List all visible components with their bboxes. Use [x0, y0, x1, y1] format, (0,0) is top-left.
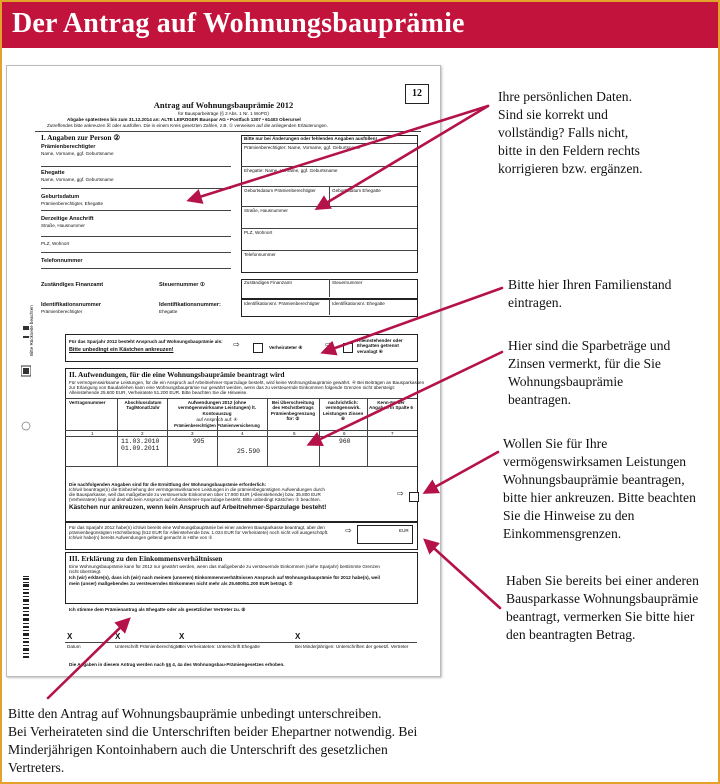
title-banner	[2, 2, 718, 48]
vl-checkbox[interactable]	[409, 492, 419, 502]
sign-guardian-label: Bei Minderjährigen: Unterschriften der gesetzl. Vertreter	[295, 644, 409, 649]
other-bsk-1: Für das Sparjahr 2012 habe(n) ich/wir bereits eine Wohnungsbauprämie bei einer anderen Bausparkasse beantragt, aber den	[69, 525, 325, 530]
section-1-title: I. Angaben zur Person ②	[41, 133, 120, 142]
col-ueberschreitung: Bei Überschreitung des Höchstbetrags Prämienbegrenzung für: ⑤	[270, 400, 316, 422]
barcode	[21, 326, 31, 666]
telefon-label: Telefonnummer	[41, 258, 83, 264]
vl-note-3: die Bausparkasse, weil das maßgebende zu versteuernde Einkommen über 17.900 EUR (Alleinstehende) bzw. 35.800 EUR	[69, 492, 321, 497]
col-num-6: 6	[343, 431, 346, 436]
correction-name[interactable]: Prämienberechtigter: Name, Vorname, ggf. Geburtsname	[244, 145, 361, 150]
correction-spouse[interactable]: Ehegatte: Name, Vorname, ggf. Geburtsname	[244, 168, 338, 173]
sign-x-3: X	[179, 632, 185, 641]
arrow-glyph-1: ⇨	[233, 340, 240, 349]
arrow-glyph-2: ⇨	[325, 340, 332, 349]
annotation-marital-status: Bitte hier Ihren Familienstand eintragen.	[508, 277, 672, 310]
form-deadline: Abgabe spätestens bis zum 31.12.2014 an: ALTE LEIPZIGER Bauspar AG • Postfach 1307 • 61403 Oberursel	[67, 117, 301, 122]
sign-x-4: X	[295, 632, 301, 641]
praemienberechtigter-sub: Name, Vorname, ggf. Geburtsname	[41, 151, 114, 156]
arrow-glyph-3: ⇨	[397, 489, 404, 498]
praemienberechtigter-label: Prämienberechtigter	[41, 144, 96, 150]
sign-date-label: Datum	[67, 644, 81, 649]
section-2-intro-2: zur Erlangung von Baudarlehen kann eine Wohnungsbauprämie nur gewährt werden, wenn das zu versteuernde Einkommen folgende Grenzen nicht übersteigt:	[69, 385, 396, 390]
anschrift-label: Derzeitige Anschrift	[41, 216, 94, 222]
arrow-glyph-4: ⇨	[345, 526, 352, 535]
plz-label: PLZ, Wohnort	[41, 241, 70, 246]
consent-text: Ich stimme dem Prämienantrag als Ehegatte oder als gesetzlicher Vertreter zu. ⑧	[69, 607, 246, 612]
vl-note-4: (Verheiratete) liegt und deshalb kein Anspruch auf Arbeitnehmer-Sparzulage besteht. Bitte unbedingt Kästchen ③ beachten.	[69, 497, 321, 502]
annotation-savings: Hier sind die Sparbeträge und Zinsen vermerkt, für die Sie Wohnungsbauprämie beantragen.	[508, 338, 671, 407]
anschrift-sub: Straße, Hausnummer	[41, 223, 85, 228]
page-number: 12	[405, 84, 429, 104]
form-footer: Die Angaben in diesem Antrag werden nach §§ 4, 4a des Wohnungsbau-Prämiengesetzes erhoben.	[69, 662, 285, 667]
finanzamt-label: Zuständiges Finanzamt	[41, 282, 104, 288]
col-kenn-nr: Kenn-Nr. der Angaben in Spalte 6	[369, 400, 413, 411]
section-3-text-4: mein (unser) maßgebendes zu versteuerndes Einkommen nicht mehr als 25.600/51.200 EUR beträgt. ⑦	[69, 581, 293, 586]
sign-x-2: X	[115, 632, 121, 641]
page-title: Der Antrag auf Wohnungsbauprämie	[12, 8, 465, 39]
finanzamt-box[interactable]: Zuständiges Finanzamt	[244, 280, 292, 285]
section-3-text-1: Eine Wohnungsbauprämie kann für 2012 nur gewährt werden, wenn das maßgebende zu versteuernde Einkommen (siehe Sparjahr) bestimmte Grenzen	[69, 564, 380, 569]
col-num-5: 5	[293, 431, 296, 436]
id-label: Identifikationsnummer	[41, 302, 101, 308]
single-checkbox[interactable]	[343, 343, 353, 353]
sign-spouse-label: Bei Verheirateten: Unterschrift Ehegatte	[179, 644, 260, 649]
annotation-personal-data: Ihre persönlichen Daten. Sind sie korrekt und vollständig? Falls nicht, bitte in den Feldern rechts korrigieren bzw. ergänzen.	[498, 89, 643, 176]
sign-applicant-label: Unterschrift Prämienberechtigter	[115, 644, 182, 649]
annotation-vl: Wollen Sie für Ihre vermögenswirksamen Leistungen Wohnungsbauprämie beantragen, bitte hier ankreuzen. Bitte beachten Sie die Hinweise zu den Einkommensgrenzen.	[503, 436, 696, 541]
section-2-title: II. Aufwendungen, für die eine Wohnungsbauprämie beantragt wird	[69, 370, 285, 379]
married-checkbox[interactable]	[253, 343, 263, 353]
geburtsdatum-label: Geburtsdatum	[41, 194, 80, 200]
ehegatte-label: Ehegatte	[41, 170, 65, 176]
amount-praemienberechtigter: 995	[193, 438, 205, 445]
status-option-married: Verheirateter ④	[269, 345, 303, 350]
col-nachrichtlich: nachrichtlich: vermögenswirk. Leistungen Zinsen ⑥	[322, 400, 364, 422]
sign-x-1: X	[67, 632, 73, 641]
col-aufwendungen: Aufwendungen 2012 (ohne vermögenswirksame Leistungen) lt. Kontoauszug	[177, 400, 257, 416]
amount-total: 25.590	[237, 448, 261, 455]
id-box-2[interactable]: Identifikationsnr. Ehegatte	[332, 301, 385, 306]
vl-note-2: Ich/wir beantrage(n) die Einbeziehung der vermögenswirksamen Leistungen in die prämienbegünstigten Aufwendungen durch	[69, 487, 325, 492]
vl-note-1: Die nachfolgenden Angaben sind für die Ermittlung der Wohnungsbauprämie erforderlich:	[69, 482, 267, 487]
id-sub: Prämienberechtigter	[41, 309, 83, 314]
correction-city[interactable]: PLZ, Wohnort	[244, 230, 273, 235]
col-num-7: 7	[391, 431, 394, 436]
geburtsdatum-sub: Prämienberechtigter, Ehegatte	[41, 201, 104, 206]
id-label-2: Identifikationsnummer:	[159, 302, 221, 308]
section-3-text-2: nicht übersteigt.	[69, 569, 102, 574]
steuernummer-box[interactable]: Steuernummer	[332, 280, 363, 285]
status-option-single: Alleinstehender oder Ehegatten getrennt veranlagt ④	[357, 338, 403, 354]
steuernummer-label: Steuernummer ①	[159, 282, 206, 288]
col-aufwendungen-sub2: Prämienberechtigten Prämienversicherung	[174, 423, 260, 428]
form-instructions: Zutreffendes bitte ankreuzen ☒ oder ausfüllen. Die in einem Kreis gesetzten Zahlen, z.B. ① verweisen auf die anliegenden Erläuterungen.	[47, 123, 328, 128]
correction-box-header: Bitte nur bei Änderungen oder fehlenden Angaben ausfüllen!	[244, 136, 378, 141]
other-bsk-2: prämienbegünstigten Höchstbetrag (512 EUR für Alleinstehende bzw. 1.024 EUR für Verheiratete) noch nicht voll ausgeschöpft.	[69, 530, 329, 535]
amount-interest: 960	[339, 438, 351, 445]
id-sub-2: Ehegatte	[159, 309, 178, 314]
col-num-4: 4	[241, 431, 244, 436]
correction-street[interactable]: Straße, Hausnummer	[244, 208, 288, 213]
col-aufwendungen-sub: auf Anspruch auf: ④	[196, 417, 238, 422]
contract-dates: 11.03.2010 01.09.2011	[121, 438, 160, 452]
correction-birthdate-1[interactable]: Geburtsdatum Prämienberechtigter	[244, 188, 316, 193]
ehegatte-sub: Name, Vorname, ggf. Geburtsname	[41, 177, 114, 182]
correction-birthdate-2[interactable]: Geburtsdatum Ehegatte	[332, 188, 381, 193]
col-vertragsnummer: Vertragsnummer	[69, 400, 106, 405]
section-3-text-3: Ich (wir) erkläre(n), dass ich (wir) nach meinem (unseren) Einkommensverhältnissen Anspruch auf Wohnungsbauprämie für 2012 habe(n), weil	[69, 575, 380, 580]
status-question-2: Bitte unbedingt ein Kästchen ankreuzen!	[69, 347, 174, 353]
form-title: Antrag auf Wohnungsbauprämie 2012	[153, 100, 294, 110]
id-box-1[interactable]: Identifikationsnr. Prämienberechtigter	[244, 301, 320, 306]
other-bsk-3: Ich/wir habe(n) bereits Aufwendungen geltend gemacht in Höhe von ⑤	[69, 535, 213, 540]
section-2-intro-1: Für vermögenswirksame Leistungen, für die ein Anspruch auf Arbeitnehmer-Sparzulage besteht, wird keine Wohnungsbauprämie gewährt. ④ Bei Beiträgen an Bausparkassen	[69, 380, 425, 385]
eur-label: EUR	[399, 528, 409, 533]
annotation-other-bsk: Haben Sie bereits bei einer anderen Bausparkasse Wohnungsbauprämie beantragt, vermerken Sie bitte hier den beantragten Betrag.	[506, 573, 699, 642]
side-text: Bitte Rückseite beachten	[29, 305, 34, 356]
correction-phone[interactable]: Telefonnummer	[244, 252, 276, 257]
section-3-title: III. Erklärung zu den Einkommensverhältnissen	[69, 554, 223, 563]
vl-note-5: Kästchen nur ankreuzen, wenn kein Anspruch auf Arbeitnehmer-Sparzulage besteht!	[69, 504, 327, 511]
col-num-3: 3	[191, 431, 194, 436]
form-scan	[6, 65, 441, 677]
section-2-intro-3: Alleinstehende 25.600 EUR, Verheiratete 51.200 EUR. Bitte beachten Sie die Hinweise.	[69, 390, 248, 395]
form-subtitle: für Bausparbeiträge (§ 2 Abs. 1 Nr. 1 WoPG)	[178, 111, 269, 116]
annotation-signature: Bitte den Antrag auf Wohnungsbauprämie unbedingt unterschreiben. Bei Verheirateten sind die Unterschriften beider Ehepartner notwendig. Bei Minderjährigen Kontoinhabern auch die Unterschrift des gesetzlichen Vertreters.	[8, 706, 418, 775]
status-question-1: Für das Sparjahr 2012 besteht Anspruch auf Wohnungsbauprämie als:	[69, 339, 223, 344]
col-num-2: 2	[141, 431, 144, 436]
col-num-1: 1	[91, 431, 94, 436]
col-abschlussdatum: Abschlussdatum Tag/Monat/Jahr	[124, 400, 162, 411]
